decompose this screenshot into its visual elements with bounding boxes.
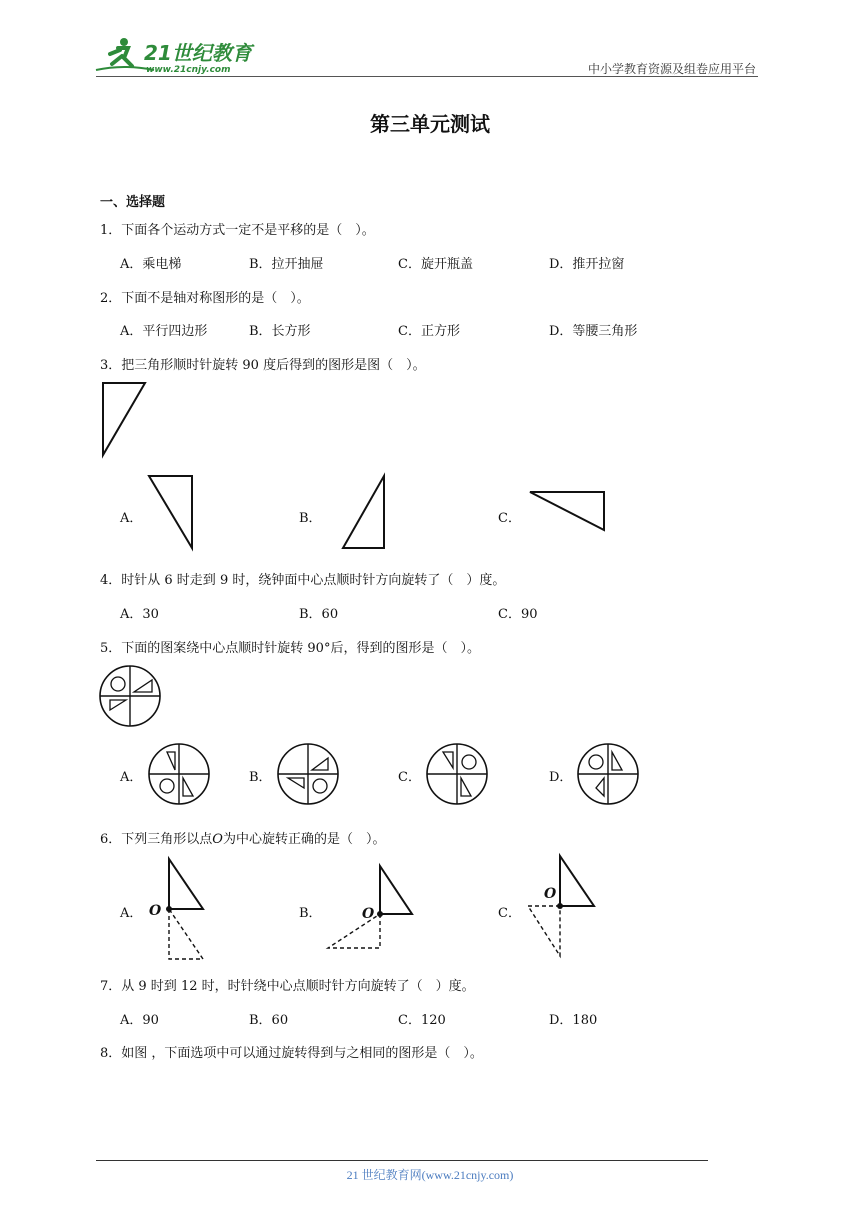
logo-url: www.21cnjy.com xyxy=(146,65,231,75)
q5-original-pattern xyxy=(98,664,162,728)
q3-figure-b[interactable] xyxy=(340,472,390,552)
q6-option-b[interactable]: B． xyxy=(299,906,322,921)
q4-option-b[interactable]: B．60 xyxy=(299,607,339,622)
section-heading: 一、选择题 xyxy=(100,195,166,210)
q6-option-c[interactable]: C． xyxy=(498,906,521,921)
q7-option-d[interactable]: D．180 xyxy=(549,1013,598,1028)
q1-option-d[interactable]: D．推开拉窗 xyxy=(549,257,625,272)
footer-divider xyxy=(96,1160,708,1161)
q6-figure-b[interactable] xyxy=(324,862,424,952)
question-7: 7．从 9 时到 12 时，时针绕中心点顺时针方向旋转了（ ）度。 xyxy=(100,979,475,994)
q3-figure-a[interactable] xyxy=(146,472,196,552)
question-3: 3．把三角形顺时针旋转 90 度后得到的图形是图（ ）。 xyxy=(100,358,426,373)
question-6-text-pre: 6．下列三角形以点 xyxy=(100,832,213,847)
q4-option-c[interactable]: C．90 xyxy=(498,607,538,622)
q3-option-b[interactable]: B． xyxy=(299,511,322,526)
q4-option-a[interactable]: A．30 xyxy=(120,607,159,622)
q5-figure-c[interactable] xyxy=(425,742,489,806)
question-1: 1．下面各个运动方式一定不是平移的是（ ）。 xyxy=(100,223,375,238)
question-5: 5．下面的图案绕中心点顺时针旋转 90°后，得到的图形是（ ）。 xyxy=(100,641,480,656)
header-divider xyxy=(96,76,758,77)
q1-option-c[interactable]: C．旋开瓶盖 xyxy=(398,257,473,272)
q6-option-a[interactable]: A． xyxy=(120,906,143,921)
q7-option-b[interactable]: B．60 xyxy=(249,1013,289,1028)
logo xyxy=(94,36,264,76)
q3-option-c[interactable]: C． xyxy=(498,511,521,526)
q2-option-d[interactable]: D．等腰三角形 xyxy=(549,324,638,339)
q7-option-c[interactable]: C．120 xyxy=(398,1013,446,1028)
q2-option-a[interactable]: A．平行四边形 xyxy=(120,324,208,339)
logo-text: 21世纪教育 xyxy=(144,41,252,65)
question-6-text-post: 为中心旋转正确的是（ ）。 xyxy=(222,832,386,847)
question-6 xyxy=(100,828,385,847)
q7-option-a[interactable]: A．90 xyxy=(120,1013,159,1028)
q6c-point-label: O xyxy=(544,886,557,902)
q5-figure-d[interactable] xyxy=(576,742,640,806)
q6b-point-label: O xyxy=(362,906,375,922)
q5-figure-a[interactable] xyxy=(147,742,211,806)
q6a-point-label: O xyxy=(149,903,162,919)
q5-option-c[interactable]: C． xyxy=(398,770,421,785)
q5-option-b[interactable]: B． xyxy=(249,770,272,785)
q2-option-c[interactable]: C．正方形 xyxy=(398,324,460,339)
q1-option-a[interactable]: A．乘电梯 xyxy=(120,257,182,272)
question-4: 4．时针从 6 时走到 9 时，绕钟面中心点顺时针方向旋转了（ ）度。 xyxy=(100,573,506,588)
footer-link[interactable]: 21 世纪教育网(www.21cnjy.com) xyxy=(346,1168,514,1182)
q3-option-a[interactable]: A． xyxy=(120,511,143,526)
q3-figure-c[interactable] xyxy=(527,488,609,534)
q5-option-a[interactable]: A． xyxy=(120,770,143,785)
q2-option-b[interactable]: B．长方形 xyxy=(249,324,311,339)
question-8: 8．如图 ，下面选项中可以通过旋转得到与之相同的图形是（ ）。 xyxy=(100,1046,483,1061)
q6-figure-a[interactable] xyxy=(147,855,207,965)
q6-figure-c[interactable] xyxy=(524,852,604,962)
q1-option-b[interactable]: B．拉开抽屉 xyxy=(249,257,324,272)
page-title: 第三单元测试 xyxy=(370,112,490,136)
q5-option-d[interactable]: D． xyxy=(549,770,573,785)
q3-original-triangle xyxy=(100,380,150,460)
q5-figure-b[interactable] xyxy=(276,742,340,806)
question-6-point: O xyxy=(212,832,223,847)
question-2: 2．下面不是轴对称图形的是（ ）。 xyxy=(100,291,310,306)
header-tagline: 中小学教育资源及组卷应用平台 xyxy=(587,62,756,76)
